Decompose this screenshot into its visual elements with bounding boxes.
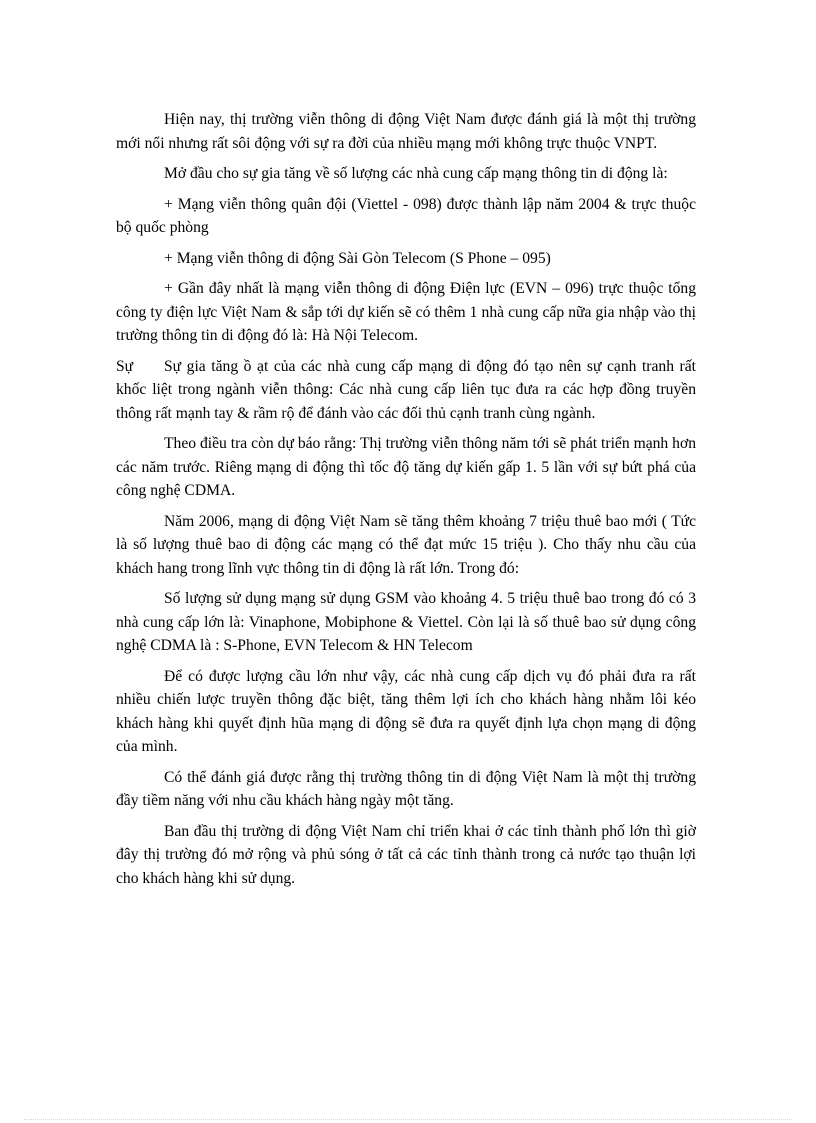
- paragraph-2006-growth: Năm 2006, mạng di động Việt Nam sẽ tăng thêm khoảng 7 triệu thuê bao mới ( Tức là số lượng thuê bao di động các mạng có thể đạt mức 15 triệu ). Cho thấy nhu cầu của khách hang trong lĩnh vực thông tin di động là rất lớn. Trong đó:: [116, 512, 696, 577]
- paragraph-provider-growth: Mở đầu cho sự gia tăng về số lượng các nhà cung cấp mạng thông tin di động là:: [164, 165, 668, 182]
- paragraph-competition-text: Sự gia tăng ồ ạt của các nhà cung cấp mạng di động đó tạo nên sự cạnh tranh rất khốc liệt trong ngành viễn thông: Các nhà cung cấp liên tục đưa ra các hợp đồng truyền thông rất mạnh tay & rầm rộ để đánh vào các đối thủ cạnh tranh cùng ngành.: [116, 357, 696, 422]
- paragraph-competition: [116, 355, 696, 426]
- paragraph-viettel: + Mạng viễn thông quân đội (Viettel - 098) được thành lập năm 2004 & trực thuộc bộ quốc phòng: [116, 195, 696, 236]
- paragraph-intro: Hiện nay, thị trường viễn thông di động Việt Nam được đánh giá là một thị trường mới nổi nhưng rất sôi động với sự ra đời của nhiều mạng mới không trực thuộc VNPT.: [116, 111, 696, 152]
- paragraph-sphone: + Mạng viễn thông di động Sài Gòn Telecom (S Phone – 095): [164, 249, 551, 267]
- document-body: [116, 108, 696, 897]
- paragraph-potential: Có thể đánh giá được rằng thị trường thông tin di động Việt Nam là một thị trường đầy tiềm năng với nhu cầu khách hàng ngày một tăng.: [116, 768, 696, 809]
- stray-lead-word: Sự: [116, 357, 134, 375]
- paragraph-evn: + Gần đây nhất là mạng viễn thông di động Điện lực (EVN – 096) trực thuộc tổng công ty điện lực Việt Nam & sắp tới dự kiến sẽ có thêm 1 nhà cung cấp nữa gia nhập vào thị trường thông tin di động đó là: Hà Nội Telecom.: [116, 280, 696, 344]
- paragraph-gsm-cdma: Số lượng sử dụng mạng sử dụng GSM vào khoảng 4. 5 triệu thuê bao trong đó có 3 nhà cung cấp lớn là: Vinaphone, Mobiphone & Viettel. Còn lại là số thuê bao sử dụng công nghệ CDMA là : S-Phone, EVN Telecom & HN Telecom: [116, 590, 696, 654]
- paragraph-coverage: Ban đầu thị trường di động Việt Nam chỉ triển khai ở các tỉnh thành phố lớn thì giờ đây thị trường đó mở rộng và phủ sóng ở tất cả các tỉnh thành trong cả nước tạo thuận lợi cho khách hàng khi sử dụng.: [116, 822, 696, 887]
- page-bottom-rule: [24, 1119, 792, 1120]
- paragraph-strategies: Để có được lượng cầu lớn như vậy, các nhà cung cấp dịch vụ đó phải đưa ra rất nhiều chiến lược truyền thông đặc biệt, tăng thêm lợi ích cho khách hàng nhằm lôi kéo khách hàng khi quyết định hũa mạng di động sẽ đưa ra quyết định lựa chọn mạng di động của mình.: [116, 667, 696, 755]
- paragraph-forecast: Theo điều tra còn dự báo rằng: Thị trường viễn thông năm tới sẽ phát triển mạnh hơn các năm trước. Riêng mạng di động thì tốc độ tăng dự kiến gấp 1. 5 lần với sự bứt phá của công nghệ CDMA.: [116, 435, 696, 499]
